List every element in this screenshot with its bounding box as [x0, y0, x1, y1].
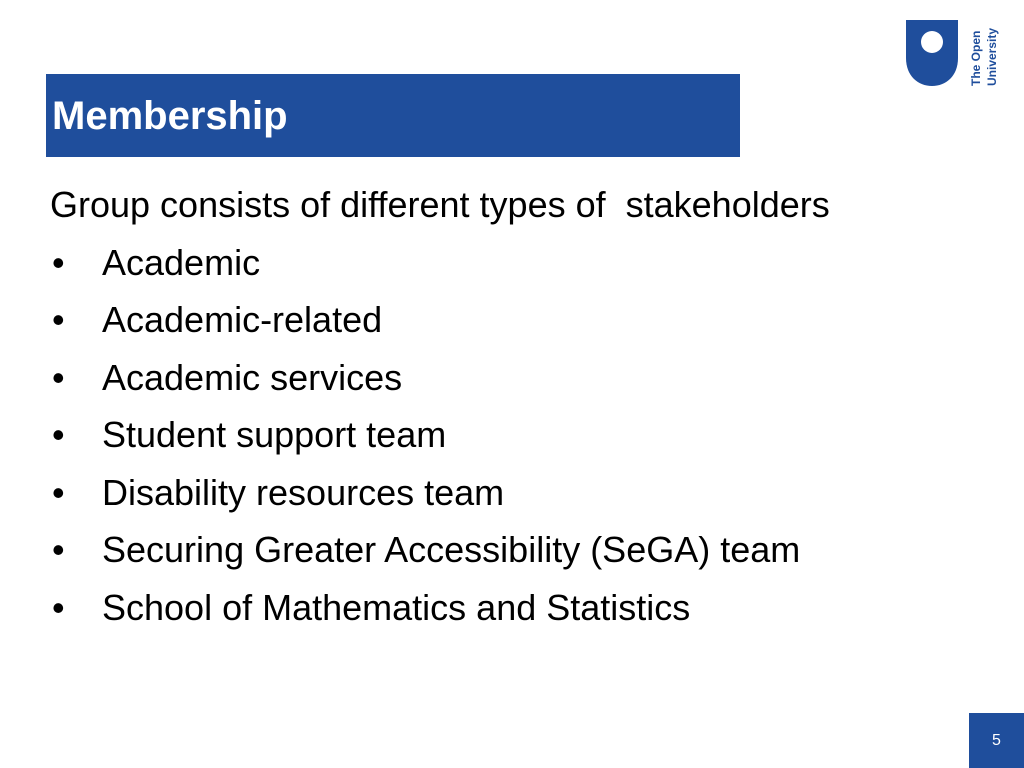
list-item-text: Securing Greater Accessibility (SeGA) team	[102, 529, 801, 570]
logo-line-1: The Open	[969, 30, 983, 86]
intro-text: Group consists of different types of stakeholders	[50, 184, 830, 225]
list-item	[50, 521, 970, 579]
list-item-text: Student support team	[102, 414, 447, 455]
open-university-shield-icon	[906, 20, 1002, 90]
list-item-text: Academic services	[102, 356, 403, 398]
page-number-box	[969, 713, 1024, 768]
bullet-icon: •	[52, 299, 65, 340]
list-item	[50, 579, 970, 637]
slide-title: Membership	[52, 94, 288, 138]
list-item-text: Academic	[102, 241, 261, 283]
bullet-icon: •	[52, 414, 65, 455]
open-university-logo	[906, 20, 1002, 90]
list-item	[50, 464, 970, 522]
list-item	[50, 349, 970, 407]
list-item	[50, 234, 970, 292]
bullet-icon: •	[52, 356, 65, 398]
logo-line-2: University	[985, 27, 999, 86]
bullet-icon: •	[52, 471, 65, 513]
list-item	[50, 291, 970, 349]
bullet-icon: •	[52, 241, 65, 283]
list-item	[50, 406, 970, 464]
bullet-icon: •	[52, 529, 65, 570]
list-item-text: School of Mathematics and Statistics	[102, 586, 691, 628]
slide-body	[50, 176, 970, 636]
bullet-list	[50, 234, 970, 637]
page-number: 5	[992, 732, 1001, 749]
list-item-text: Academic-related	[102, 299, 383, 340]
list-item-text: Disability resources team	[102, 471, 505, 513]
bullet-icon: •	[52, 586, 65, 628]
title-bar	[46, 74, 740, 157]
